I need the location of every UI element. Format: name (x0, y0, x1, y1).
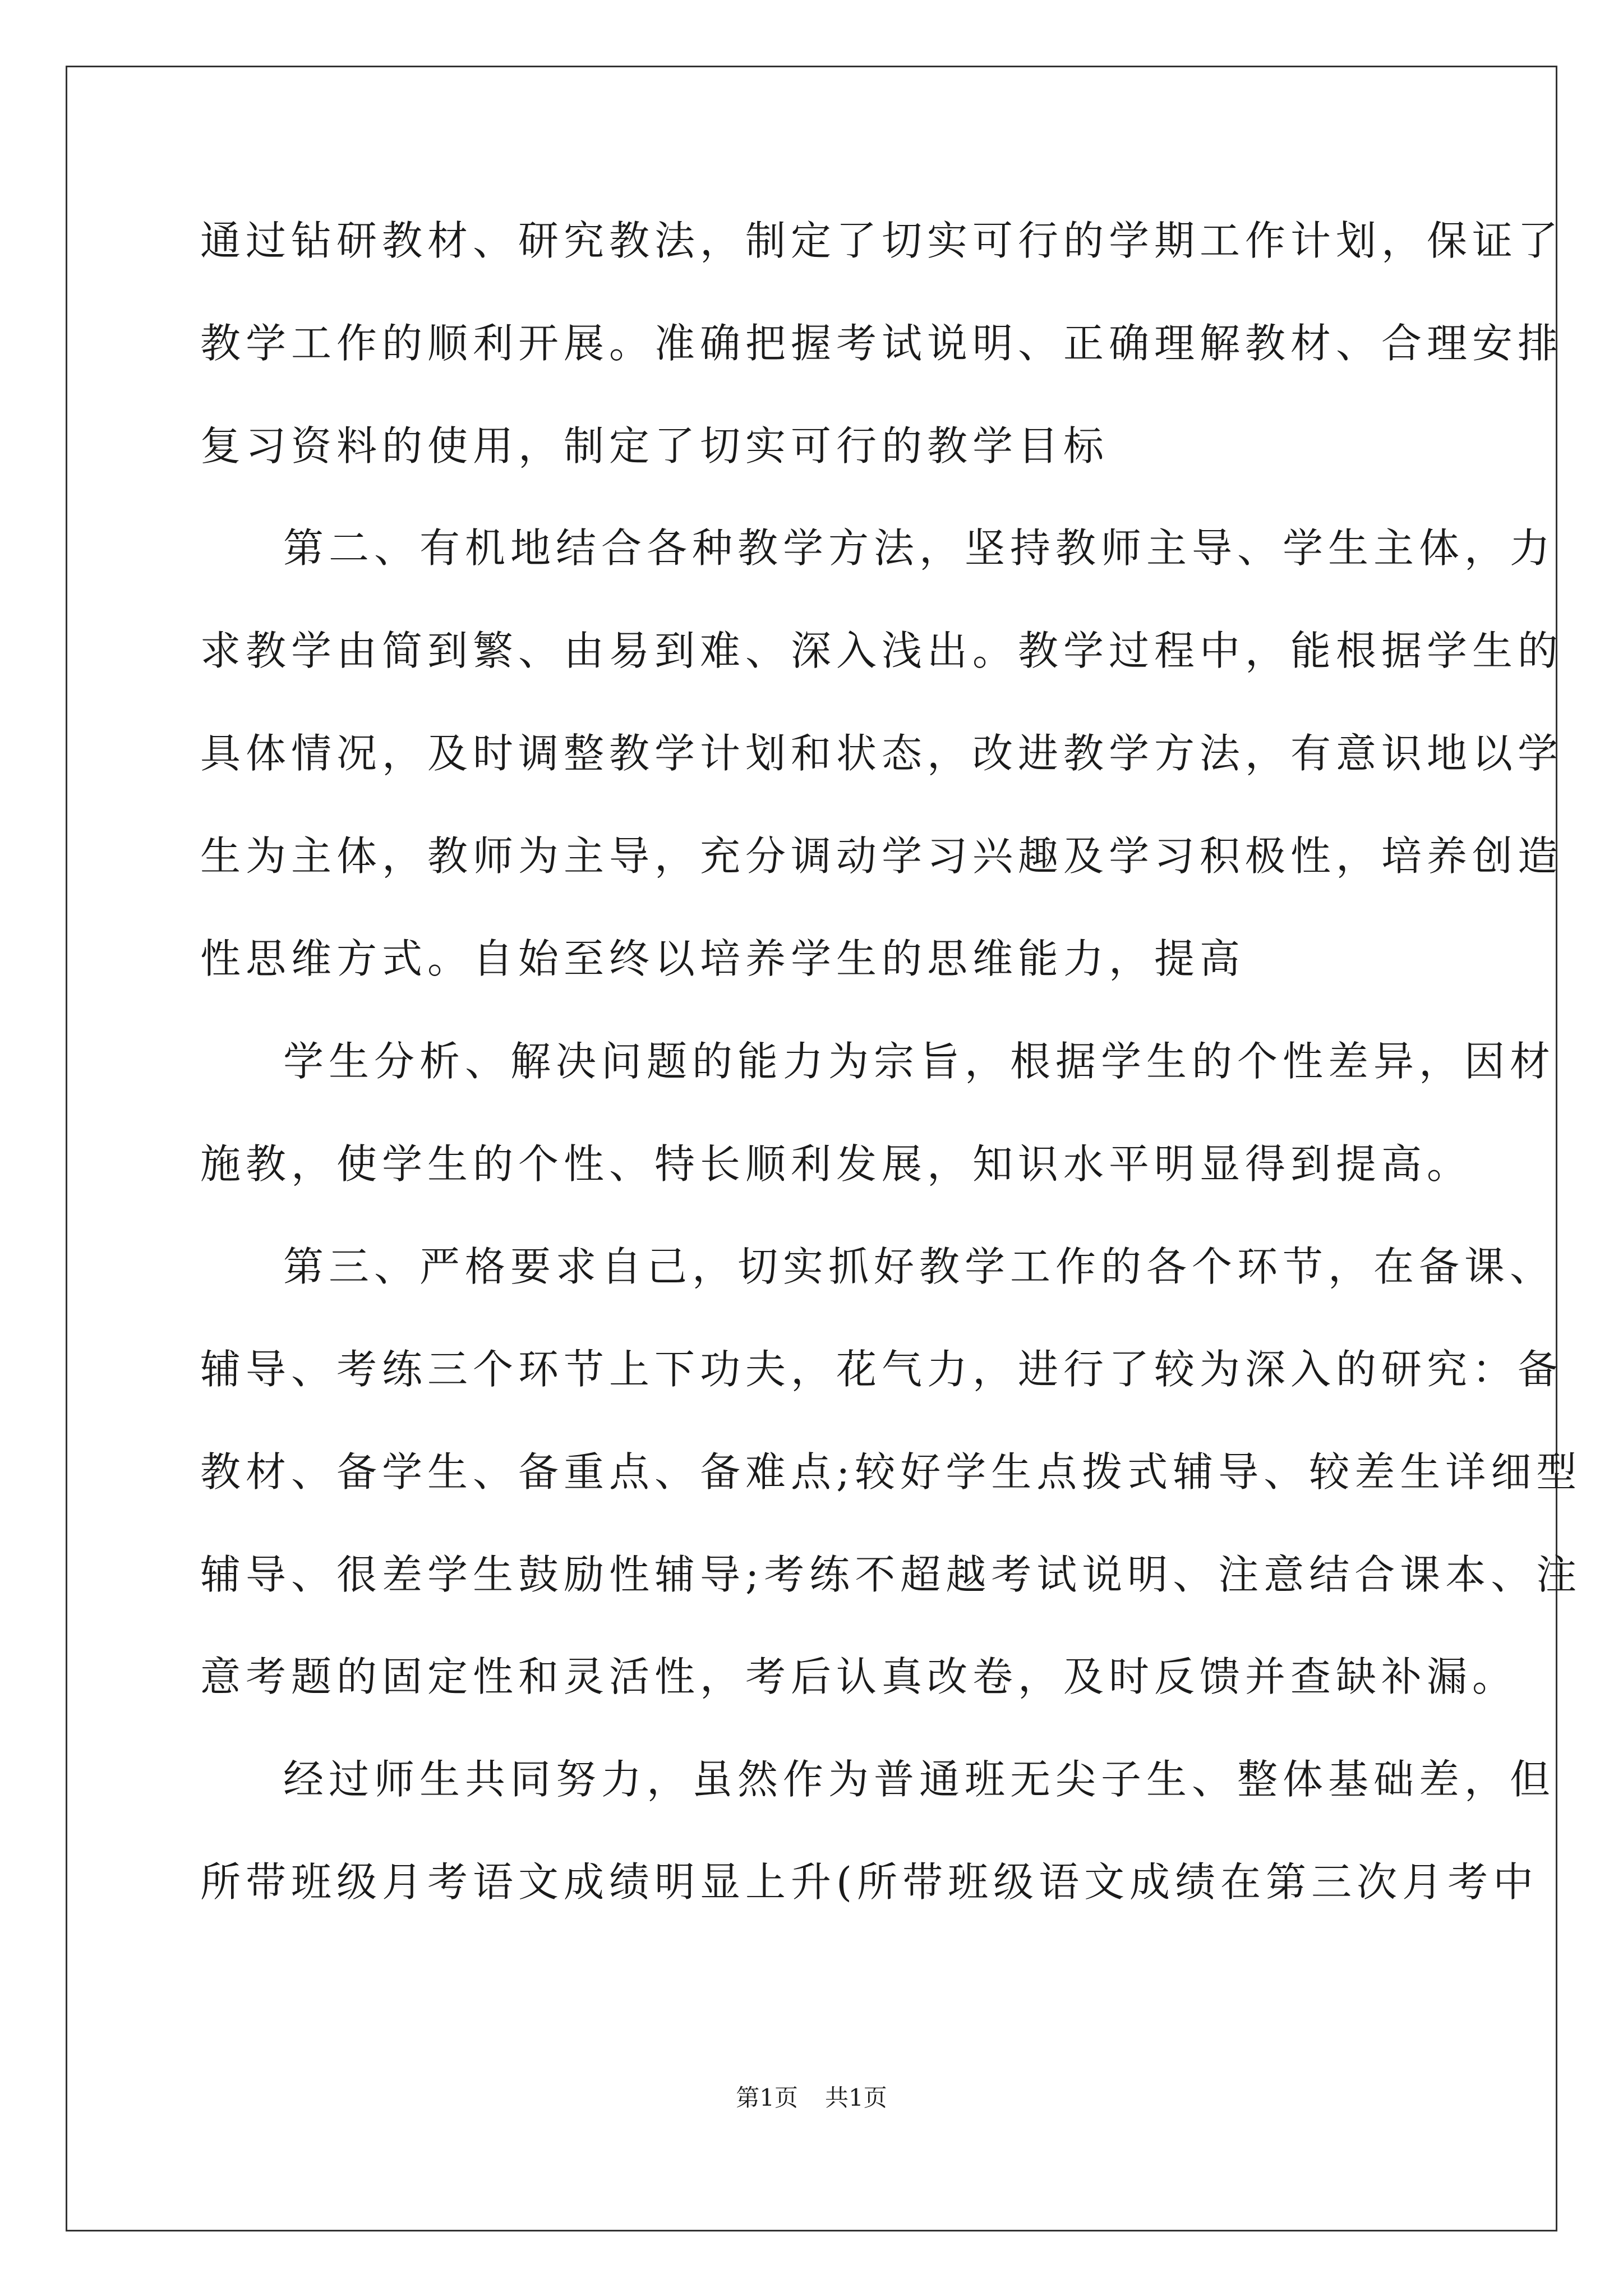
text-line: 教学工作的顺利开展。准确把握考试说明、正确理解教材、合理安排 (200, 320, 1564, 367)
text-line: 意考题的固定性和灵活性，考后认真改卷，及时反馈并查缺补漏。 (200, 1653, 1518, 1700)
text-line: 通过钻研教材、研究教法，制定了切实可行的学期工作计划，保证了 (200, 217, 1564, 264)
text-line: 具体情况，及时调整教学计划和状态，改进教学方法，有意识地以学 (200, 730, 1564, 777)
page-number: 第1页 (736, 2084, 798, 2111)
text-line: 复习资料的使用，制定了切实可行的教学目标 (200, 422, 1109, 470)
paragraph-start-line: 经过师生共同努力，虽然作为普通班无尖子生、整体基础差，但 (283, 1756, 1556, 1803)
text-line: 生为主体，教师为主导，充分调动学习兴趣及学习积极性，培养创造 (200, 832, 1564, 880)
text-line: 施教，使学生的个性、特长顺利发展，知识水平明显得到提高。 (200, 1140, 1473, 1188)
text-line: 教材、备学生、备重点、备难点;较好学生点拨式辅导、较差生详细型 (200, 1448, 1582, 1496)
text-line: 所带班级月考语文成绩明显上升(所带班级语文成绩在第三次月考中 (200, 1858, 1539, 1906)
page-total: 共1页 (825, 2084, 887, 2111)
text-line: 求教学由简到繁、由易到难、深入浅出。教学过程中，能根据学生的 (200, 627, 1564, 674)
paragraph-start-line: 学生分析、解决问题的能力为宗旨，根据学生的个性差异，因材 (283, 1038, 1556, 1085)
paragraph-start-line: 第三、严格要求自己，切实抓好教学工作的各个环节，在备课、 (283, 1243, 1556, 1290)
text-line: 辅导、很差学生鼓励性辅导;考练不超越考试说明、注意结合课本、注 (200, 1551, 1582, 1598)
page-footer (0, 2082, 1623, 2114)
paragraph-start-line: 第二、有机地结合各种教学方法，坚持教师主导、学生主体，力 (283, 524, 1556, 572)
text-line: 性思维方式。自始至终以培养学生的思维能力，提高 (200, 935, 1246, 982)
text-line: 辅导、考练三个环节上下功夫，花气力，进行了较为深入的研究：备 (200, 1346, 1564, 1393)
